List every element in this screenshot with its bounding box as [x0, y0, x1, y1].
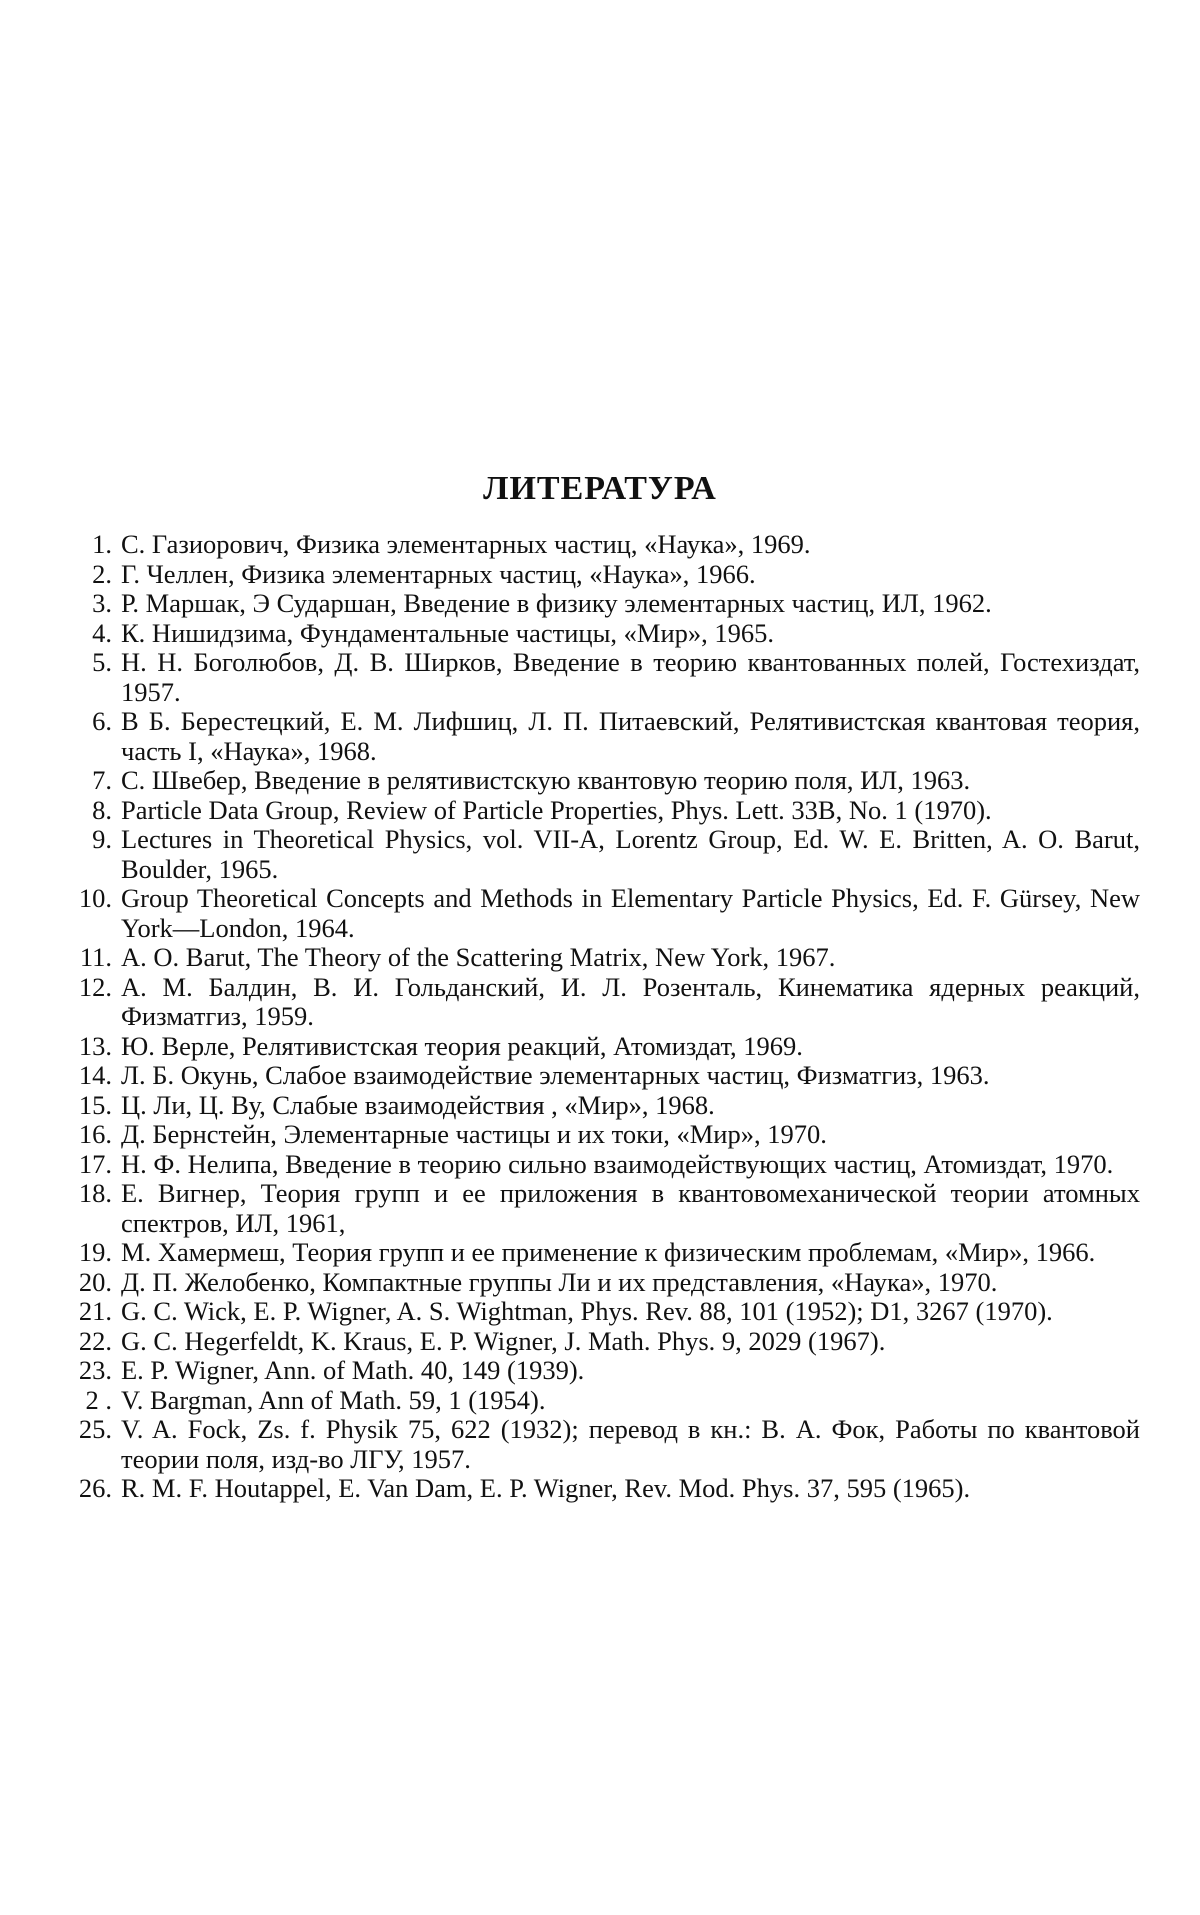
reference-text: Л. Б. Окунь, Слабое взаимодействие элементарных частиц, Физматгиз, 1963.: [121, 1060, 990, 1090]
reference-number: 23.: [78, 1355, 112, 1385]
reference-item: [60, 589, 1140, 619]
reference-item: [60, 1238, 1140, 1268]
reference-number: 25.: [78, 1414, 112, 1444]
reference-text: К. Нишидзима, Фундаментальные частицы, «Мир», 1965.: [121, 617, 775, 648]
reference-text: А. О. Barut, The Theory of the Scattering Matrix, New York, 1967.: [121, 942, 836, 972]
reference-number: 17.: [78, 1148, 112, 1179]
reference-text: Н. Н. Боголюбов, Д. В. Ширков, Введение в теорию квантованных полей, Гостехиздат, 1957.: [121, 647, 1140, 707]
reference-item: [60, 1474, 1140, 1504]
reference-item: [60, 560, 1140, 590]
bibliography-page: [60, 470, 1140, 1504]
reference-text: Ц. Ли, Ц. Ву, Слабые взаимодействия , «Мир», 1968.: [121, 1089, 715, 1120]
reference-text: E. P. Wigner, Ann. of Math. 40, 149 (1939).: [121, 1355, 585, 1385]
reference-item: [60, 1356, 1140, 1386]
reference-text: С. Газиорович, Физика элементарных частиц, «Наука», 1969.: [121, 529, 811, 559]
reference-text: Н. Ф. Нелипа, Введение в теорию сильно взаимодействующих частиц, Атомиздат, 1970.: [121, 1148, 1114, 1179]
reference-item: [60, 766, 1140, 796]
reference-number: 19.: [78, 1237, 112, 1267]
reference-text: А. М. Балдин, В. И. Гольданский, И. Л. Розенталь, Кинематика ядерных реакций, Физматгиз, 1959.: [121, 971, 1140, 1031]
reference-number: 21.: [78, 1296, 112, 1326]
reference-number: 5.: [92, 647, 112, 677]
reference-item: [60, 884, 1140, 943]
reference-number: 16.: [78, 1119, 112, 1149]
reference-item: [60, 943, 1140, 973]
reference-text: Д. Бернстейн, Элементарные частицы и их токи, «Мир», 1970.: [121, 1119, 827, 1149]
reference-number: 26.: [78, 1473, 112, 1503]
reference-number: 12.: [78, 971, 112, 1002]
reference-text: Д. П. Желобенко, Компактные группы Ли и их представления, «Наука», 1970.: [121, 1266, 998, 1297]
reference-number: 18.: [78, 1178, 112, 1208]
reference-text: Ю. Верле, Релятивистская теория реакций, Атомиздат, 1969.: [121, 1030, 803, 1061]
reference-text: G. C. Wick, E. P. Wigner, A. S. Wightman, Phys. Rev. 88, 101 (1952); D1, 3267 (1970).: [121, 1296, 1053, 1326]
reference-text: Particle Data Group, Review of Particle Properties, Phys. Lett. 33B, No. 1 (1970).: [121, 794, 992, 825]
reference-item: [60, 530, 1140, 560]
reference-item: [60, 825, 1140, 884]
reference-item: [60, 796, 1140, 826]
reference-list: [60, 530, 1140, 1504]
reference-text: V. A. Fock, Zs. f. Physik 75, 622 (1932); перевод в кн.: В. А. Фок, Работы по квантовой теории поля, изд-во ЛГУ, 1957.: [121, 1414, 1140, 1474]
reference-text: В Б. Берестецкий, Е. М. Лифшиц, Л. П. Питаевский, Релятивистская квантовая теория, часть I, «Наука», 1968.: [121, 706, 1140, 766]
reference-item: [60, 1150, 1140, 1180]
reference-text: R. M. F. Houtappel, E. Van Dam, E. P. Wigner, Rev. Mod. Phys. 37, 595 (1965).: [121, 1473, 971, 1503]
reference-number: 6.: [92, 706, 112, 736]
reference-number: 13.: [78, 1030, 112, 1061]
reference-item: [60, 973, 1140, 1032]
reference-text: Г. Челлен, Физика элементарных частиц, «Наука», 1966.: [121, 558, 756, 589]
reference-item: [60, 1268, 1140, 1298]
reference-item: [60, 648, 1140, 707]
reference-item: [60, 1415, 1140, 1474]
reference-item: [60, 1032, 1140, 1062]
reference-item: [60, 707, 1140, 766]
reference-item: [60, 619, 1140, 649]
reference-number: 11.: [79, 942, 112, 972]
reference-item: [60, 1061, 1140, 1091]
reference-number: 20.: [78, 1266, 112, 1297]
reference-text: G. C. Hegerfeldt, K. Kraus, E. P. Wigner, J. Math. Phys. 9, 2029 (1967).: [121, 1325, 886, 1356]
reference-number: 9.: [92, 824, 112, 854]
reference-number: 2 .: [85, 1384, 112, 1415]
page-title: ЛИТЕРАТУРА: [483, 470, 717, 507]
reference-item: [60, 1091, 1140, 1121]
reference-number: 3.: [92, 588, 112, 618]
reference-text: Е. Вигнер, Теория групп и ее приложения в квантовомеханической теории атомных спектров, ИЛ, 1961,: [121, 1178, 1140, 1238]
reference-number: 10.: [78, 883, 112, 913]
reference-item: [60, 1297, 1140, 1327]
reference-number: 14.: [78, 1060, 112, 1090]
reference-item: [60, 1386, 1140, 1416]
reference-number: 1.: [92, 529, 112, 559]
reference-number: 7.: [92, 765, 112, 795]
reference-text: Lectures in Theoretical Physics, vol. VII-A, Lorentz Group, Ed. W. E. Britten, A. O. Barut, Boulder, 1965.: [121, 824, 1140, 884]
reference-item: [60, 1179, 1140, 1238]
reference-number: 15.: [78, 1089, 112, 1120]
reference-text: С. Швебер, Введение в релятивистскую квантовую теорию поля, ИЛ, 1963.: [121, 765, 971, 795]
reference-text: Р. Маршак, Э Сударшан, Введение в физику элементарных частиц, ИЛ, 1962.: [121, 588, 992, 618]
reference-item: [60, 1327, 1140, 1357]
reference-item: [60, 1120, 1140, 1150]
reference-number: 4.: [92, 617, 112, 648]
reference-text: V. Bargman, Ann of Math. 59, 1 (1954).: [121, 1384, 546, 1415]
reference-text: Group Theoretical Concepts and Methods in Elementary Particle Physics, Ed. F. Gürsey, New York—London, 1964.: [121, 883, 1140, 943]
reference-text: М. Хамермеш, Теория групп и ее применение к физическим проблемам, «Мир», 1966.: [121, 1237, 1096, 1267]
reference-number: 22.: [78, 1325, 112, 1356]
reference-number: 2.: [92, 558, 112, 589]
reference-number: 8.: [92, 794, 112, 825]
